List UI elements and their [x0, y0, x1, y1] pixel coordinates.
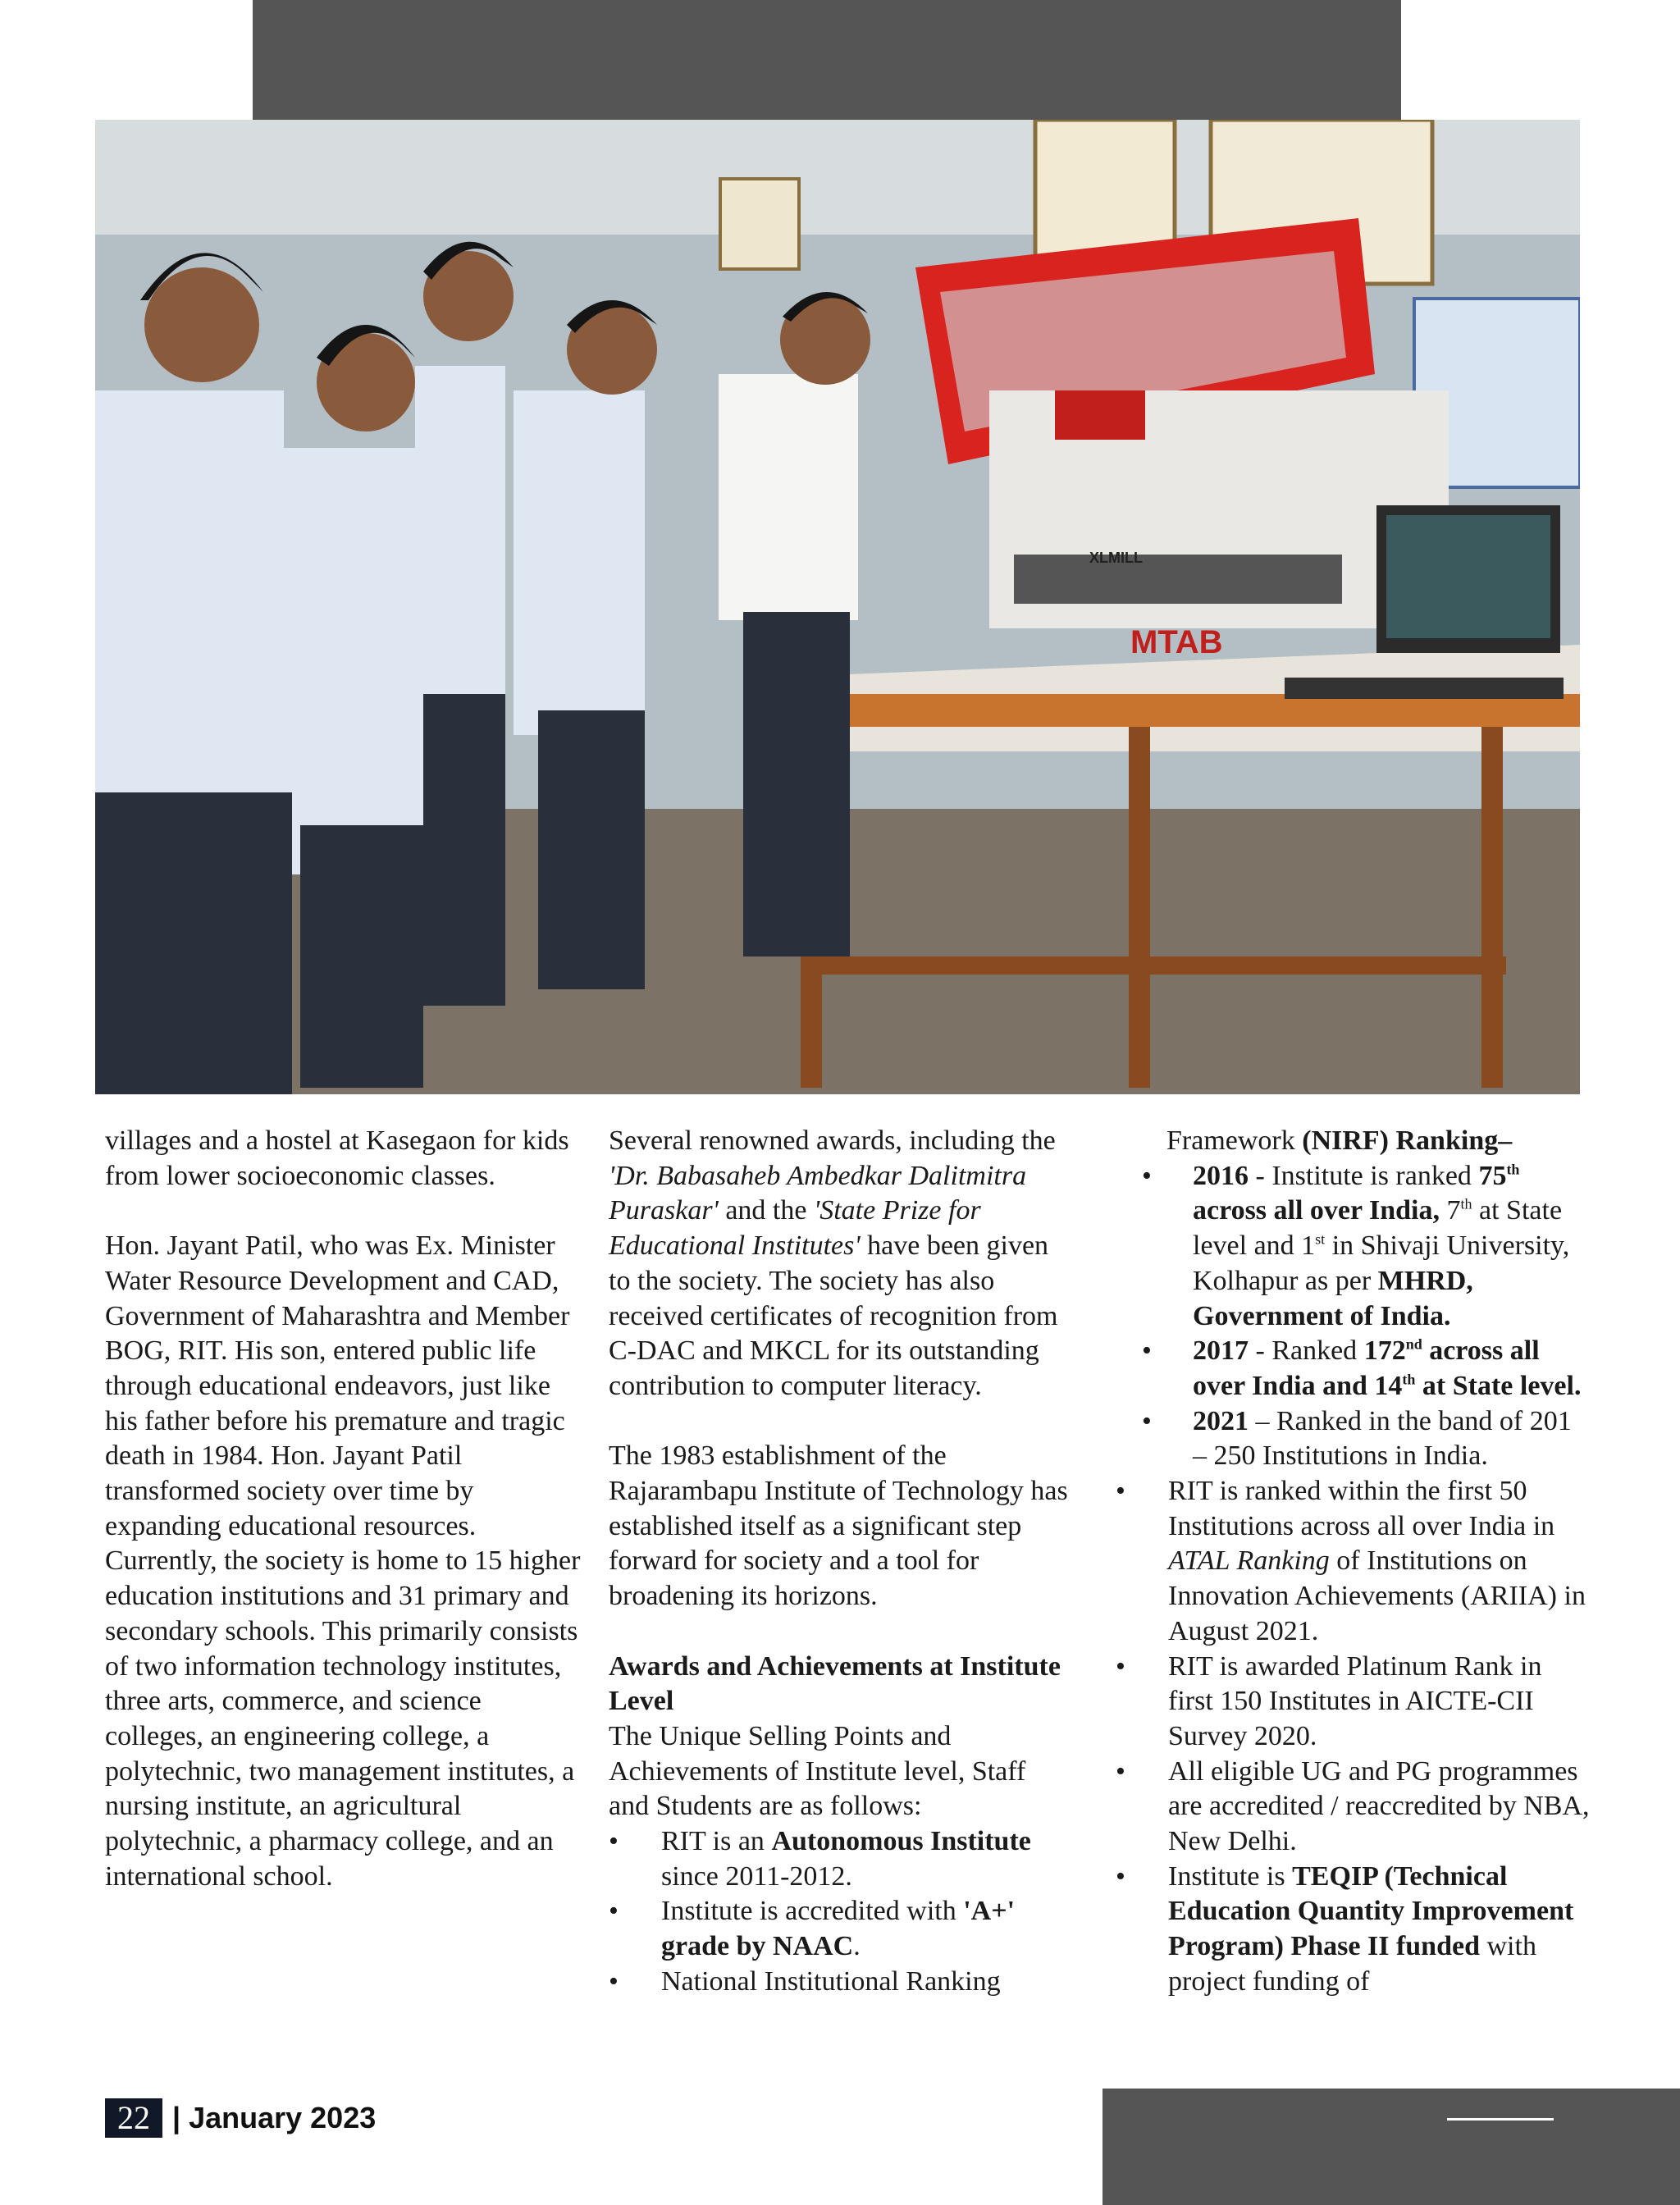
list-item: • 2021 – Ranked in the band of 201 – 250 Institutions in India.	[1116, 1404, 1591, 1474]
list-continuation: Framework (NIRF) Ranking–	[1166, 1125, 1513, 1156]
paragraph: villages and a hostel at Kasegaon for kids from lower socioeconomic classes.	[105, 1125, 569, 1191]
issue-date: | January 2023	[172, 2101, 377, 2134]
award-name: 'State Prize for Educational Institutes'	[609, 1195, 981, 1262]
text-column-2	[609, 1124, 1068, 2000]
award-name: 'Dr. Babasaheb Ambedkar Dalitmitra Puraskar'	[609, 1160, 1027, 1226]
text-column-3	[1116, 1124, 1591, 2000]
achievement-list	[1116, 1474, 1591, 2000]
machine-brand-label: MTAB	[1130, 624, 1223, 660]
list-item: • Institute is accredited with 'A+' grade by NAAC.	[609, 1894, 1068, 1964]
paragraph: Hon. Jayant Patil, who was Ex. Minister Water Resource Development and CAD, Government of Maharashtra and Member BOG, RIT. His son, entered public life through educational endeavors, just like his father before his premature and tragic death in 1984. Hon. Jayant Patil transformed society over time by expanding educational resources. Currently, the society is home to 15 higher education institutions and 31 primary and secondary schools. This primarily consists of two information technology institutes, three arts, commerce, and science colleges, an engineering college, a polytechnic, two management institutes, a nursing institute, an agricultural polytechnic, a pharmacy college, and an international school.	[105, 1230, 581, 1892]
list-item: • RIT is ranked within the first 50 Institutions across all over India in ATAL Ranking of Institutions on Innovation Achievements (ARIIA) in August 2021.	[1116, 1474, 1591, 1650]
list-item: • 2016 - Institute is ranked 75th across all over India, 7th at State level and 1st in Shivaji University, Kolhapur as per MHRD, Government of India.	[1116, 1159, 1591, 1335]
list-item: • RIT is an Autonomous Institute since 2011-2012.	[609, 1824, 1068, 1894]
paragraph: The Unique Selling Points and Achievements of Institute level, Staff and Students are as follows:	[609, 1720, 1026, 1822]
page-number: 22	[105, 2098, 162, 2138]
text-column-1	[105, 1124, 581, 1894]
decorative-rule	[1447, 2118, 1554, 2121]
list-item: • National Institutional Ranking	[609, 1965, 1068, 2000]
machine-model-label: XLMILL	[1089, 550, 1143, 566]
paragraph: The 1983 establishment of the Rajarambapu Institute of Technology has established itself as a significant step forward for society and a tool for broadening its horizons.	[609, 1440, 1068, 1612]
list-item: • Institute is TEQIP (Technical Education Quantity Improvement Program) Phase II funded with project funding of	[1116, 1860, 1591, 2000]
list-item: • RIT is awarded Platinum Rank in first 150 Institutes in AICTE-CII Survey 2020.	[1116, 1650, 1591, 1755]
achievement-list	[609, 1824, 1068, 2000]
top-banner	[253, 0, 1401, 120]
paragraph: Several renowned awards, including the 'Dr. Babasaheb Ambedkar Dalitmitra Puraskar' and the 'State Prize for Educational Institutes' have been given to the society. The society has also received certificates of recognition from C-DAC and MKCL for its outstanding contribution to computer literacy.	[609, 1125, 1058, 1401]
section-heading: Awards and Achievements at Institute Level	[609, 1650, 1061, 1717]
list-item: • All eligible UG and PG programmes are accredited / reaccredited by NBA, New Delhi.	[1116, 1755, 1591, 1860]
nirf-sublist	[1116, 1159, 1591, 1474]
bottom-banner	[1102, 2089, 1680, 2205]
list-item: • 2017 - Ranked 172nd across all over India and 14th at State level.	[1116, 1334, 1591, 1404]
lab-photo	[95, 120, 1580, 1094]
